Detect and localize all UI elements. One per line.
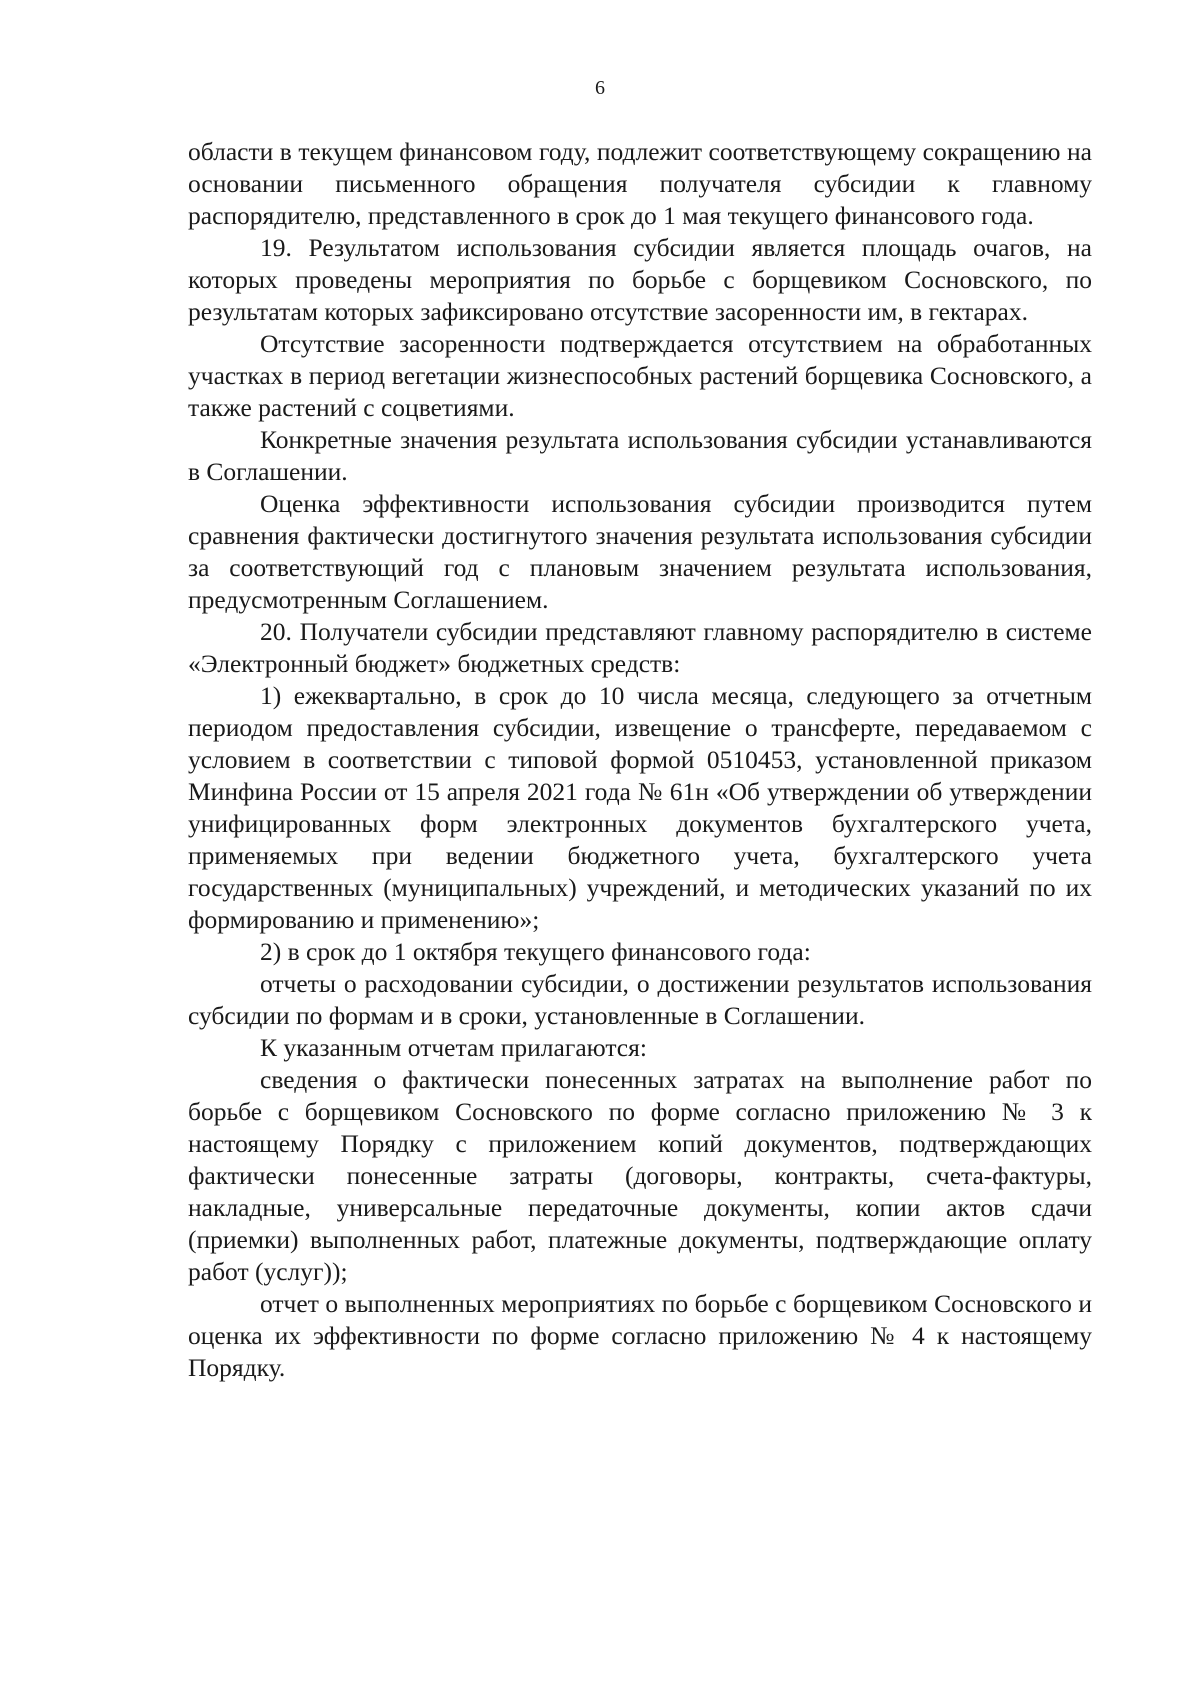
paragraph-subitem-1: 1) ежеквартально, в срок до 10 числа месяца, следующего за отчетным периодом предоставления субсидии, извещение о трансферте, передаваемом с условием в соответствии с типовой формой 0510453, установленной приказом Минфина России от 15 апреля 2021 года № 61н «Об утверждении об утверждении унифицированных форм электронных документов бухгалтерского учета, применяемых при ведении бюджетного учета, бухгалтерского учета государственных (муниципальных) учреждений, и методических указаний по их формированию и применению»; bbox=[188, 681, 1092, 934]
paragraph-specific-values: Конкретные значения результата использования субсидии устанавливаются в Соглашении. bbox=[188, 425, 1092, 486]
paragraph-reports: отчеты о расходовании субсидии, о достижении результатов использования субсидии по формам и в сроки, установленные в Соглашении. bbox=[188, 969, 1092, 1030]
paragraph-item-20: 20. Получатели субсидии представляют главному распорядителю в системе «Электронный бюджет» бюджетных средств: bbox=[188, 617, 1092, 678]
paragraph-attachments-intro: К указанным отчетам прилагаются: bbox=[260, 1033, 647, 1062]
paragraph-continuation: области в текущем финансовом году, подлежит соответствующему сокращению на основании письменного обращения получателя субсидии к главному распорядителю, представленного в срок до 1 мая текущего финансового года. bbox=[188, 137, 1092, 230]
document-body bbox=[188, 136, 1092, 1384]
paragraph-subitem-2: 2) в срок до 1 октября текущего финансового года: bbox=[260, 937, 811, 966]
paragraph-activities-report: отчет о выполненных мероприятиях по борьбе с борщевиком Сосновского и оценка их эффективности по форме согласно приложению № 4 к настоящему Порядку. bbox=[188, 1289, 1092, 1382]
paragraph-item-19: 19. Результатом использования субсидии является площадь очагов, на которых проведены мероприятия по борьбе с борщевиком Сосновского, по результатам которых зафиксировано отсутствие засоренности им, в гектарах. bbox=[188, 233, 1092, 326]
paragraph-efficiency-evaluation: Оценка эффективности использования субсидии производится путем сравнения фактически достигнутого значения результата использования субсидии за соответствующий год с плановым значением результата использования, предусмотренным Соглашением. bbox=[188, 489, 1092, 614]
page-number: 6 bbox=[595, 77, 605, 99]
paragraph-absence-confirmation: Отсутствие засоренности подтверждается отсутствием на обработанных участках в период вегетации жизнеспособных растений борщевика Сосновского, а также растений с соцветиями. bbox=[188, 329, 1092, 422]
paragraph-cost-information: сведения о фактически понесенных затратах на выполнение работ по борьбе с борщевиком Сосновского по форме согласно приложению № 3 к настоящему Порядку с приложением копий документов, подтверждающих фактически понесенные затраты (договоры, контракты, счета-фактуры, накладные, универсальные передаточные документы, копии актов сдачи (приемки) выполненных работ, платежные документы, подтверждающие оплату работ (услуг)); bbox=[188, 1065, 1092, 1286]
